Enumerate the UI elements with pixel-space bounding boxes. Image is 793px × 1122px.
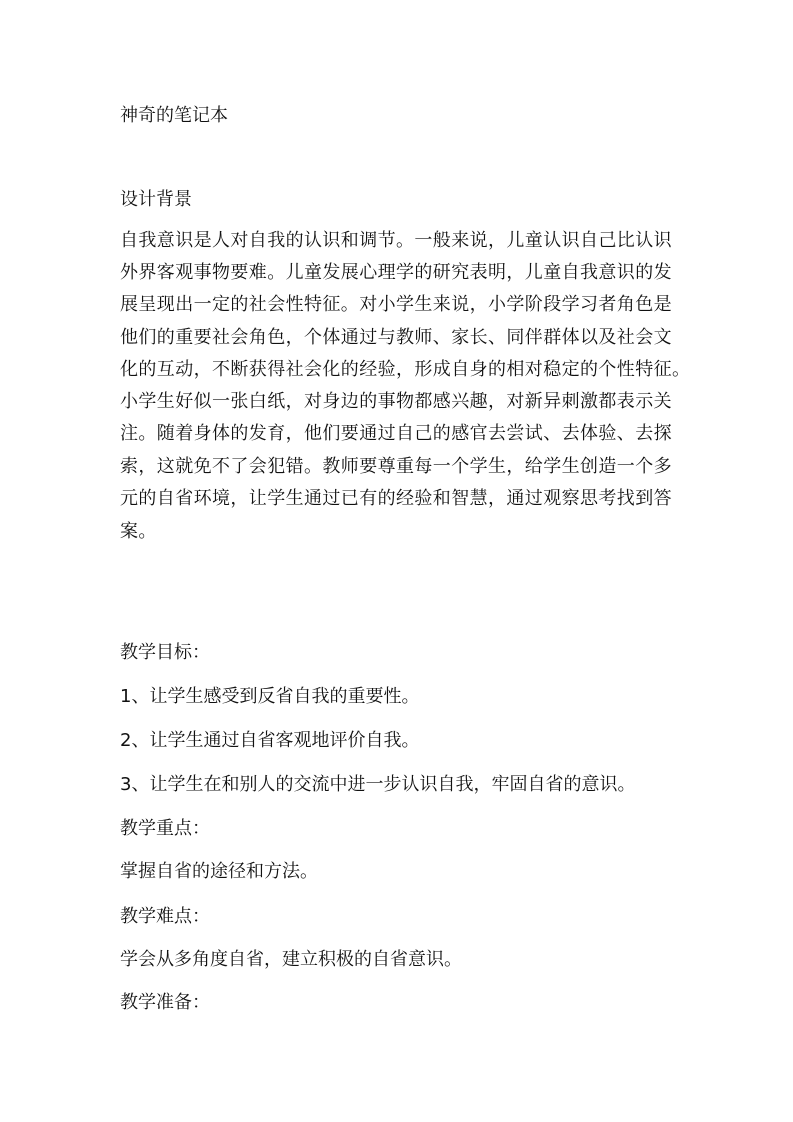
paragraph-line: 自我意识是人对自我的认识和调节。一般来说，儿童认识自己比认识 bbox=[120, 230, 672, 251]
document-title: 神奇的笔记本 bbox=[120, 105, 228, 126]
section-heading-difficulties: 教学难点： bbox=[120, 906, 210, 927]
section-heading-objectives: 教学目标： bbox=[120, 642, 210, 663]
objective-item: 2、让学生通过自省客观地评价自我。 bbox=[120, 730, 420, 751]
paragraph-line: 化的互动，不断获得社会化的经验，形成自身的相对稳定的个性特征。 bbox=[120, 359, 691, 380]
paragraph-line: 元的自省环境，让学生通过已有的经验和智慧，通过观察思考找到答 bbox=[120, 488, 672, 509]
paragraph-line: 展呈现出一定的社会性特征。对小学生来说，小学阶段学习者角色是 bbox=[120, 294, 672, 315]
section-heading-key-points: 教学重点： bbox=[120, 818, 210, 839]
paragraph-line: 小学生好似一张白纸，对身边的事物都感兴趣，对新异刺激都表示关 bbox=[120, 391, 672, 412]
key-points-text: 掌握自省的途径和方法。 bbox=[120, 861, 318, 882]
objective-item: 1、让学生感受到反省自我的重要性。 bbox=[120, 686, 420, 707]
section-heading-background: 设计背景 bbox=[120, 189, 192, 210]
paragraph-line: 案。 bbox=[120, 521, 157, 542]
paragraph-line: 注。随着身体的发育，他们要通过自己的感官去尝试、去体验、去探 bbox=[120, 423, 672, 444]
section-heading-preparation: 教学准备： bbox=[120, 992, 210, 1013]
paragraph-line: 索，这就免不了会犯错。教师要尊重每一个学生，给学生创造一个多 bbox=[120, 456, 672, 477]
difficulties-text: 学会从多角度自省，建立积极的自省意识。 bbox=[120, 949, 462, 970]
objective-item: 3、让学生在和别人的交流中进一步认识自我，牢固自省的意识。 bbox=[120, 774, 636, 795]
paragraph-line: 他们的重要社会角色，个体通过与教师、家长、同伴群体以及社会文 bbox=[120, 327, 672, 348]
paragraph-line: 外界客观事物要难。儿童发展心理学的研究表明，儿童自我意识的发 bbox=[120, 262, 672, 283]
